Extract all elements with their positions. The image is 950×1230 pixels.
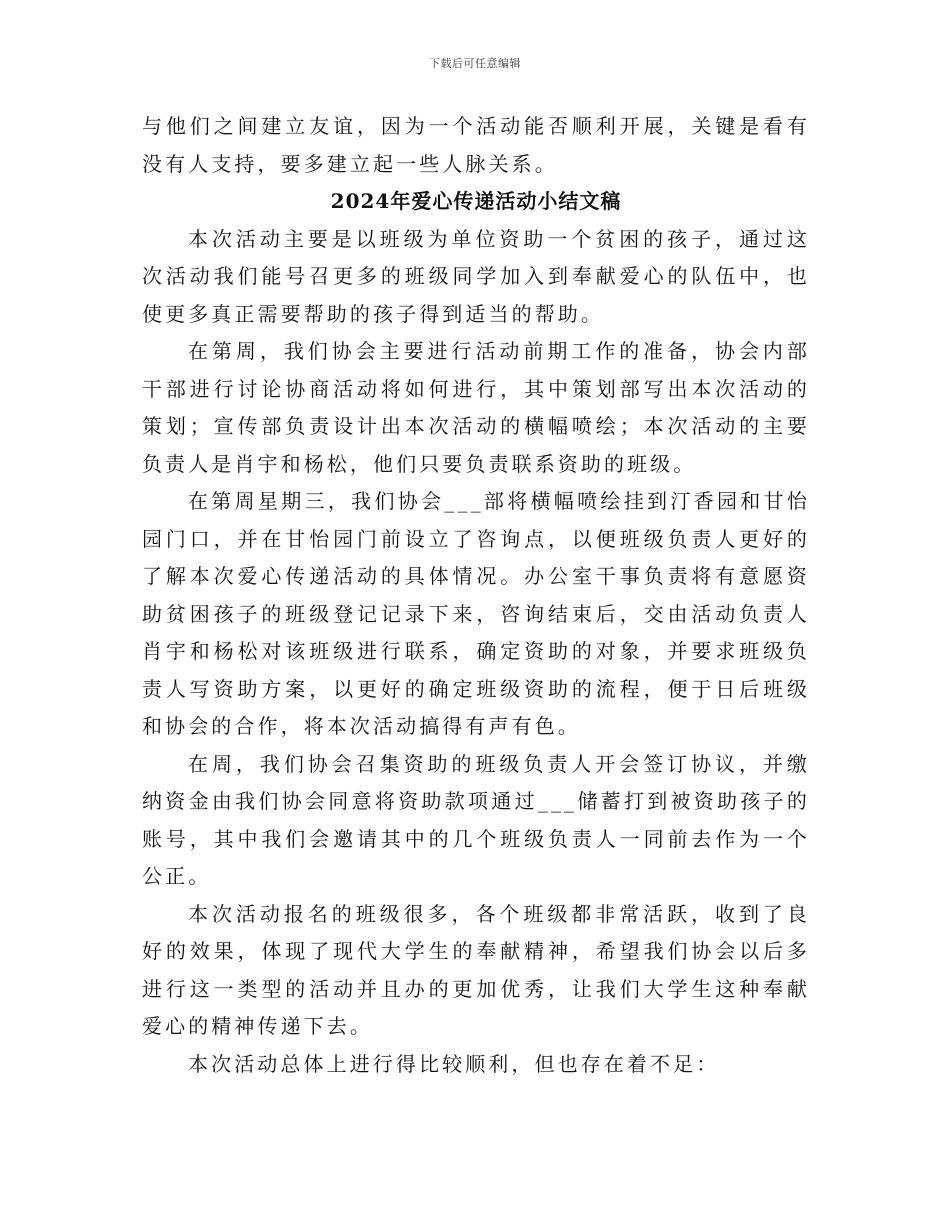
document-body (142, 108, 810, 1083)
document-title: 2024年爱心传递活动小结文稿 (330, 189, 622, 213)
body-paragraph-6: 本次活动总体上进行得比较顺利，但也存在着不足： (188, 1051, 720, 1076)
body-paragraph-4: 在周，我们协会召集资助的班级负责人开会签订协议，并缴纳资金由我们协会同意将资助款项通过___储蓄打到被资助孩子的账号，其中我们会邀请其中的几个班级负责人一同前去作为一个公正。 (142, 751, 810, 888)
body-paragraph-5: 本次活动报名的班级很多，各个班级都非常活跃，收到了良好的效果，体现了现代大学生的奉献精神，希望我们协会以后多进行这一类型的活动并且办的更加优秀，让我们大学生这种奉献爱心的精神传递下去。 (142, 901, 810, 1038)
header-note: 下载后可任意编辑 (429, 57, 521, 70)
body-paragraph-1: 本次活动主要是以班级为单位资助一个贫困的孩子，通过这次活动我们能号召更多的班级同学加入到奉献爱心的队伍中，也使更多真正需要帮助的孩子得到适当的帮助。 (142, 226, 810, 326)
intro-paragraph: 与他们之间建立友谊，因为一个活动能否顺利开展，关键是看有没有人支持，要多建立起一些人脉关系。 (142, 114, 810, 176)
body-paragraph-3: 在第周星期三，我们协会___部将横幅喷绘挂到汀香园和甘怡园门口，并在甘怡园门前设立了咨询点，以便班级负责人更好的了解本次爱心传递活动的具体情况。办公室干事负责将有意愿资助贫困孩子的班级登记记录下来，咨询结束后，交由活动负责人肖宇和杨松对该班级进行联系，确定资助的对象，并要求班级负责人写资助方案，以更好的确定班级资助的流程，便于日后班级和协会的合作，将本次活动搞得有声有色。 (142, 489, 810, 738)
body-paragraph-2: 在第周，我们协会主要进行活动前期工作的准备，协会内部干部进行讨论协商活动将如何进行，其中策划部写出本次活动的策划；宣传部负责设计出本次活动的横幅喷绘；本次活动的主要负责人是肖宇和杨松，他们只要负责联系资助的班级。 (142, 339, 810, 476)
